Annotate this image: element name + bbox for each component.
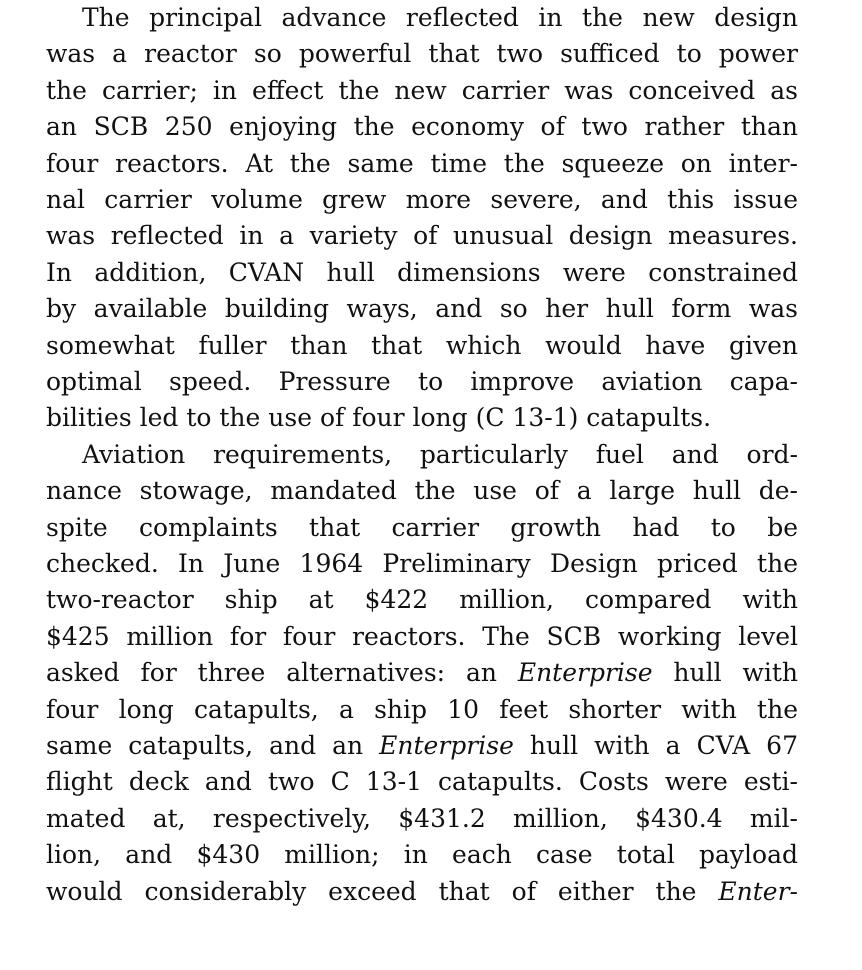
text-segment: would considerably exceed that of either the [46, 876, 719, 906]
text-line [46, 764, 798, 800]
text-line [46, 582, 798, 618]
text-segment: checked. In June 1964 Preliminary Design priced the [46, 549, 798, 578]
text-segment: nal carrier volume grew more severe, and this issue [46, 185, 798, 214]
text-line [46, 146, 798, 182]
text-segment: In addition, CVAN hull dimensions were constrained [46, 257, 798, 287]
text-segment: Aviation requirements, particularly fuel and ord- [82, 439, 798, 469]
text-line [82, 0, 798, 36]
text-segment: optimal speed. Pressure to improve aviation capa- [46, 367, 798, 396]
text-segment: four long catapults, a ship 10 feet shorter with the [46, 694, 798, 724]
text-segment: the carrier; in effect the new carrier was conceived as [46, 75, 798, 105]
text-line [46, 473, 798, 509]
text-line [46, 364, 798, 400]
text-line [46, 655, 798, 691]
italic-ship-name: Enter- [718, 876, 798, 906]
text-line [46, 218, 798, 254]
text-line [46, 400, 798, 436]
text-segment: hull with a CVA 67 [513, 731, 798, 760]
text-segment: $425 million for four reactors. The SCB working level [46, 621, 798, 651]
text-line [46, 619, 798, 655]
text-segment: by available building ways, and so her hull form was [46, 294, 798, 324]
text-segment: nance stowage, mandated the use of a large hull de- [46, 476, 798, 506]
text-line [46, 255, 798, 291]
text-line [82, 437, 798, 473]
text-line [46, 510, 798, 546]
italic-ship-name: Enterprise [379, 731, 514, 760]
text-segment: bilities led to the use of four long (C 13-1) catapults. [46, 403, 712, 433]
text-segment: somewhat fuller than that which would have given [46, 330, 798, 360]
text-line [46, 291, 798, 327]
text-segment: asked for three alternatives: an [46, 658, 518, 688]
text-line [46, 801, 798, 837]
text-segment: The principal advance reflected in the new design [82, 3, 798, 32]
text-line [46, 692, 798, 728]
text-line [46, 837, 798, 873]
text-segment: hull with [652, 658, 798, 688]
text-segment: spite complaints that carrier growth had to be [46, 512, 798, 542]
italic-ship-name: Enterprise [517, 658, 653, 688]
text-segment: two-reactor ship at $422 million, compared with [46, 585, 798, 615]
text-line [46, 328, 798, 364]
text-segment: was a reactor so powerful that two sufficed to power [46, 39, 798, 69]
text-segment: an SCB 250 enjoying the economy of two rather than [46, 112, 798, 142]
text-line [46, 109, 798, 145]
text-line [46, 73, 798, 109]
text-line [46, 546, 798, 582]
text-segment: four reactors. At the same time the squeeze on inter- [46, 148, 798, 178]
text-segment: lion, and $430 million; in each case total payload [46, 840, 798, 870]
text-line [46, 874, 798, 910]
text-line [46, 182, 798, 218]
text-segment: flight deck and two C 13-1 catapults. Costs were esti- [46, 767, 798, 797]
text-segment: same catapults, and an [46, 731, 380, 760]
text-line [46, 728, 798, 764]
text-segment: was reflected in a variety of unusual design measures. [46, 221, 798, 251]
text-line [46, 36, 798, 72]
text-segment: mated at, respectively, $431.2 million, $430.4 mil- [46, 803, 798, 833]
